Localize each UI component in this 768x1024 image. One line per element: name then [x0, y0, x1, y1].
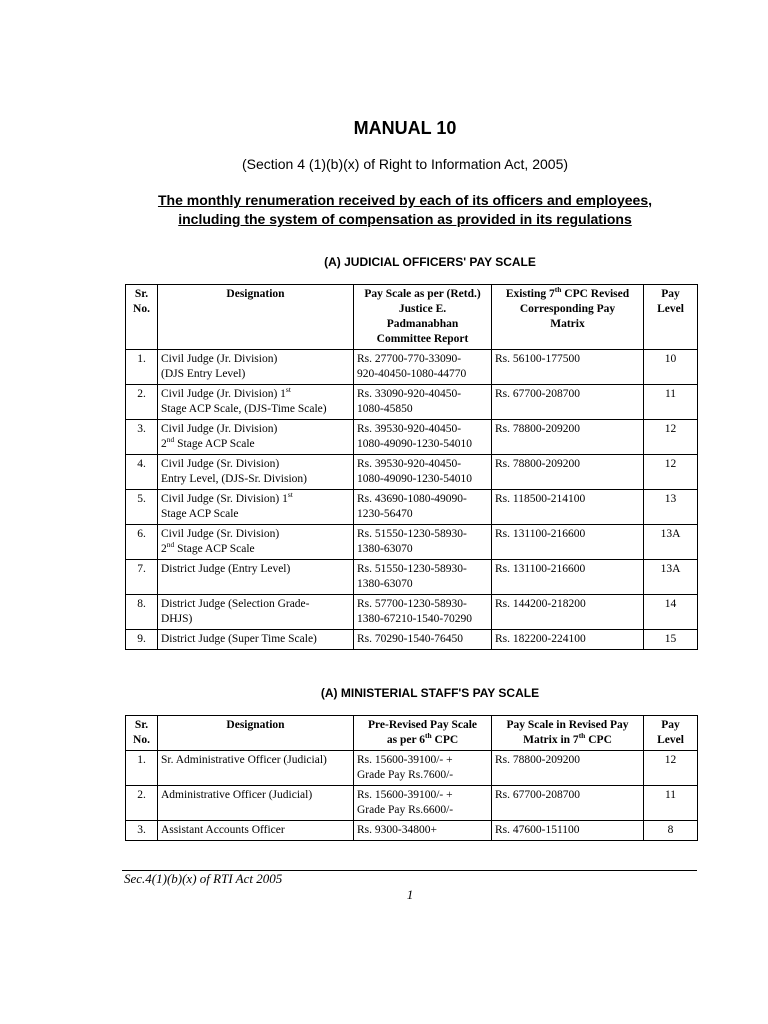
sr-no-cell: 1.	[126, 350, 158, 385]
designation-cell: Civil Judge (Jr. Division) (DJS Entry Level)	[158, 350, 354, 385]
pay-scale-cell: Rs. 51550-1230-58930- 1380-63070	[354, 525, 492, 560]
pay-matrix-cell: Rs. 67700-208700	[492, 385, 644, 420]
designation-cell: Sr. Administrative Officer (Judicial)	[158, 751, 354, 786]
pre-revised-cell: Rs. 15600-39100/- + Grade Pay Rs.6600/-	[354, 786, 492, 821]
col-pay-scale: Pay Scale as per (Retd.) Justice E. Padmanabhan Committee Report	[354, 285, 492, 350]
designation-cell: Civil Judge (Jr. Division) 1st Stage ACP Scale, (DJS-Time Scale)	[158, 385, 354, 420]
table-row	[126, 420, 698, 455]
sr-no-cell: 2.	[126, 786, 158, 821]
pay-level-cell: 11	[644, 786, 698, 821]
designation-cell: District Judge (Selection Grade- DHJS)	[158, 595, 354, 630]
designation-cell: Administrative Officer (Judicial)	[158, 786, 354, 821]
pay-matrix-cell: Rs. 182200-224100	[492, 630, 644, 650]
sr-no-cell: 1.	[126, 751, 158, 786]
sr-no-cell: 7.	[126, 560, 158, 595]
pay-scale-cell: Rs. 39530-920-40450- 1080-49090-1230-54010	[354, 455, 492, 490]
pay-scale-cell: Rs. 43690-1080-49090- 1230-56470	[354, 490, 492, 525]
table-row	[126, 786, 698, 821]
designation-cell: Civil Judge (Sr. Division) 2nd Stage ACP Scale	[158, 525, 354, 560]
superscript: st	[287, 490, 293, 499]
pay-matrix-cell: Rs. 118500-214100	[492, 490, 644, 525]
page-subtitle: (Section 4 (1)(b)(x) of Right to Information Act, 2005)	[241, 156, 569, 172]
col-pay-level: Pay Level	[644, 716, 698, 751]
pay-level-cell: 8	[644, 821, 698, 841]
pay-scale-cell: Rs. 27700-770-33090- 920-40450-1080-44770	[354, 350, 492, 385]
designation-cell: Civil Judge (Sr. Division) Entry Level, (DJS-Sr. Division)	[158, 455, 354, 490]
table-row	[126, 751, 698, 786]
pay-matrix-cell: Rs. 78800-209200	[492, 455, 644, 490]
page-title: MANUAL 10	[353, 118, 457, 138]
table-row	[126, 595, 698, 630]
col-existing-matrix: Existing 7th CPC Revised Corresponding Pay Matrix	[492, 285, 644, 350]
pay-matrix-cell: Rs. 56100-177500	[492, 350, 644, 385]
sr-no-cell: 8.	[126, 595, 158, 630]
pay-level-cell: 10	[644, 350, 698, 385]
designation-cell: District Judge (Super Time Scale)	[158, 630, 354, 650]
pre-revised-cell: Rs. 15600-39100/- + Grade Pay Rs.7600/-	[354, 751, 492, 786]
pay-matrix-cell: Rs. 144200-218200	[492, 595, 644, 630]
table-row	[126, 525, 698, 560]
pay-level-cell: 14	[644, 595, 698, 630]
judicial-pay-table	[125, 284, 698, 650]
judicial-section-title: (A) JUDICIAL OFFICERS' PAY SCALE	[324, 255, 536, 269]
sr-no-cell: 3.	[126, 420, 158, 455]
superscript: nd	[166, 435, 175, 444]
col-sr-no: Sr. No.	[126, 285, 158, 350]
sr-no-cell: 2.	[126, 385, 158, 420]
judicial-header-row	[126, 285, 698, 350]
designation-cell: Civil Judge (Jr. Division) 2nd Stage ACP Scale	[158, 420, 354, 455]
pay-scale-cell: Rs. 70290-1540-76450	[354, 630, 492, 650]
sr-no-cell: 9.	[126, 630, 158, 650]
pay-level-cell: 12	[644, 455, 698, 490]
table-row	[126, 821, 698, 841]
col-revised-matrix: Pay Scale in Revised Pay Matrix in 7th CPC	[492, 716, 644, 751]
superscript: st	[285, 385, 291, 394]
pay-matrix-cell: Rs. 131100-216600	[492, 525, 644, 560]
table-row	[126, 560, 698, 595]
ministerial-header-row	[126, 716, 698, 751]
pay-level-cell: 11	[644, 385, 698, 420]
revised-matrix-cell: Rs. 78800-209200	[492, 751, 644, 786]
pay-level-cell: 12	[644, 420, 698, 455]
table-row	[126, 385, 698, 420]
sr-no-cell: 4.	[126, 455, 158, 490]
designation-cell: Assistant Accounts Officer	[158, 821, 354, 841]
pay-level-cell: 13	[644, 490, 698, 525]
table-row	[126, 630, 698, 650]
pre-revised-cell: Rs. 9300-34800+	[354, 821, 492, 841]
sr-no-cell: 6.	[126, 525, 158, 560]
pay-scale-cell: Rs. 39530-920-40450- 1080-49090-1230-54010	[354, 420, 492, 455]
table-row	[126, 490, 698, 525]
col-pre-revised: Pre-Revised Pay Scale as per 6th CPC	[354, 716, 492, 751]
col-designation: Designation	[158, 285, 354, 350]
pay-matrix-cell: Rs. 78800-209200	[492, 420, 644, 455]
pay-matrix-cell: Rs. 131100-216600	[492, 560, 644, 595]
footer-text: Sec.4(1)(b)(x) of RTI Act 2005	[124, 871, 283, 886]
pay-scale-cell: Rs. 33090-920-40450- 1080-45850	[354, 385, 492, 420]
pay-level-cell: 12	[644, 751, 698, 786]
designation-cell: District Judge (Entry Level)	[158, 560, 354, 595]
revised-matrix-cell: Rs. 47600-151100	[492, 821, 644, 841]
table-row	[126, 350, 698, 385]
pay-scale-cell: Rs. 57700-1230-58930- 1380-67210-1540-70290	[354, 595, 492, 630]
col-sr-no: Sr. No.	[126, 716, 158, 751]
col-designation: Designation	[158, 716, 354, 751]
col-pay-level: Pay Level	[644, 285, 698, 350]
pay-scale-cell: Rs. 51550-1230-58930- 1380-63070	[354, 560, 492, 595]
revised-matrix-cell: Rs. 67700-208700	[492, 786, 644, 821]
page-number: 1	[406, 887, 414, 902]
ministerial-section-title: (A) MINISTERIAL STAFF'S PAY SCALE	[320, 686, 540, 700]
table-row	[126, 455, 698, 490]
sr-no-cell: 5.	[126, 490, 158, 525]
pay-level-cell: 15	[644, 630, 698, 650]
document-heading: The monthly renumeration received by each of its officers and employees, including the system of compensation as provided in its regulations	[157, 192, 653, 227]
superscript: nd	[166, 540, 175, 549]
ministerial-pay-table	[125, 715, 698, 841]
pay-level-cell: 13A	[644, 560, 698, 595]
sr-no-cell: 3.	[126, 821, 158, 841]
designation-cell: Civil Judge (Sr. Division) 1st Stage ACP Scale	[158, 490, 354, 525]
pay-level-cell: 13A	[644, 525, 698, 560]
